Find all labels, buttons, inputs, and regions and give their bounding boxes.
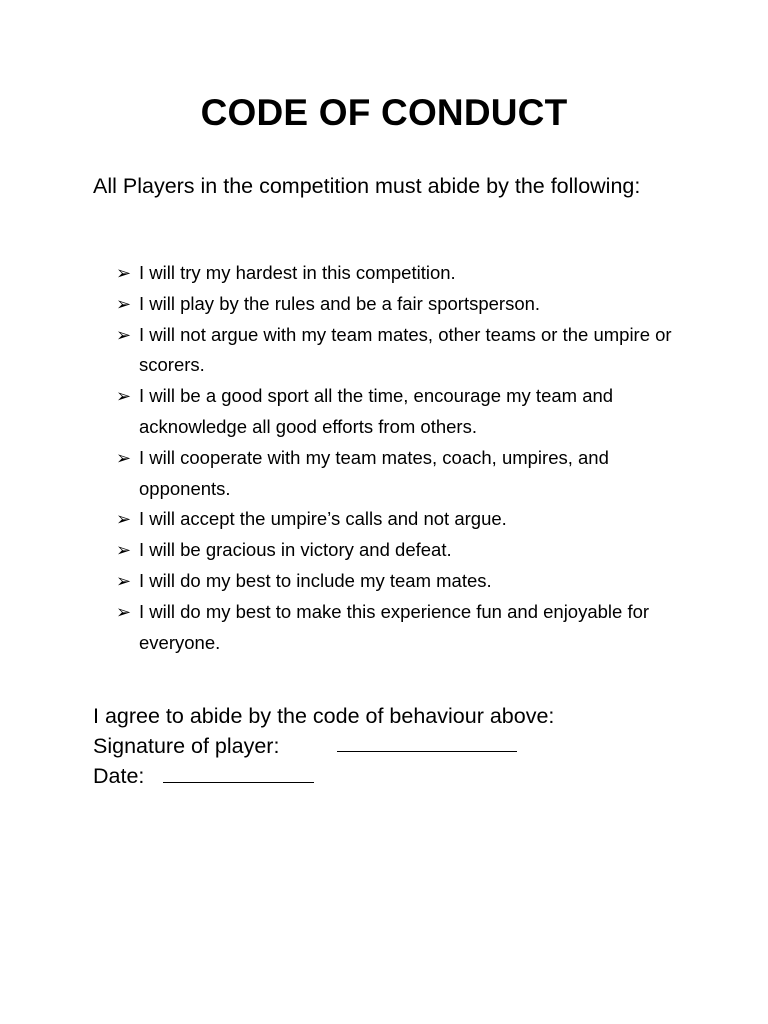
- rule-text: I will do my best to include my team mates.: [139, 569, 492, 591]
- list-item: [116, 535, 696, 566]
- arrow-bullet-icon: ➢: [116, 540, 132, 561]
- list-item: [116, 597, 696, 659]
- list-item: [116, 566, 696, 597]
- arrow-bullet-icon: ➢: [116, 293, 132, 314]
- rule-text: I will do my best to make this experience fun and enjoyable for everyone.: [139, 600, 650, 653]
- rule-text: I will not argue with my team mates, other teams or the umpire or scorers.: [139, 323, 672, 376]
- signature-line: [337, 751, 517, 752]
- rule-text: I will cooperate with my team mates, coach, umpires, and opponents.: [139, 446, 609, 499]
- rule-text: I will accept the umpire’s calls and not argue.: [139, 508, 507, 530]
- list-item: [116, 443, 696, 505]
- date-label: Date:: [93, 764, 145, 788]
- agreement-text: I agree to abide by the code of behaviour above:: [93, 704, 555, 728]
- list-item: [116, 289, 696, 320]
- intro-text: All Players in the competition must abide by the following:: [93, 174, 641, 198]
- rule-text: I will be gracious in victory and defeat.: [139, 539, 452, 561]
- arrow-bullet-icon: ➢: [116, 324, 132, 345]
- arrow-bullet-icon: ➢: [116, 601, 132, 622]
- list-item: [116, 381, 696, 443]
- signature-label: Signature of player:: [93, 734, 280, 758]
- list-item: [116, 504, 696, 535]
- date-line: [163, 782, 314, 783]
- page-title: CODE OF CONDUCT: [200, 92, 568, 133]
- rules-list: [116, 258, 696, 658]
- rule-text: I will play by the rules and be a fair sportsperson.: [139, 292, 541, 314]
- list-item: [116, 320, 696, 382]
- arrow-bullet-icon: ➢: [116, 263, 132, 283]
- arrow-bullet-icon: ➢: [116, 447, 132, 468]
- rule-text: I will be a good sport all the time, encourage my team and acknowledge all good efforts from others.: [139, 385, 614, 437]
- list-item: [116, 258, 696, 289]
- arrow-bullet-icon: ➢: [116, 570, 132, 591]
- rule-text: I will try my hardest in this competition.: [139, 262, 456, 283]
- arrow-bullet-icon: ➢: [116, 386, 132, 407]
- arrow-bullet-icon: ➢: [116, 509, 132, 530]
